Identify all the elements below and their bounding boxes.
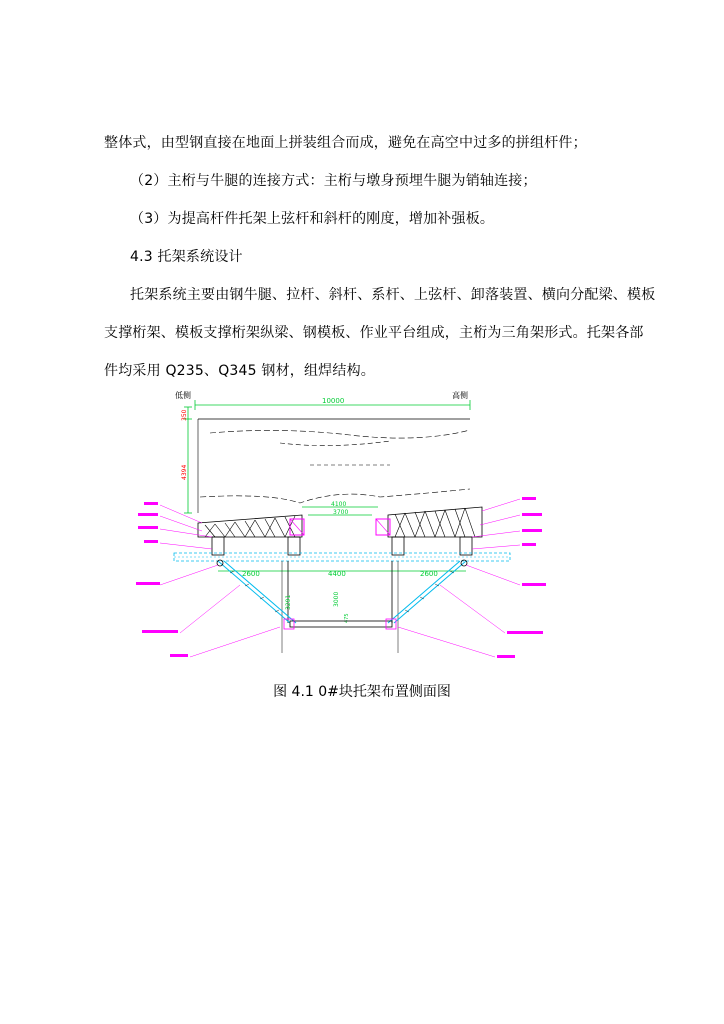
label-low-side: 低侧 <box>175 391 191 400</box>
dim-left-1: 350 <box>181 409 188 421</box>
paragraph-line: 件均采用 Q235、Q345 钢材，组焊结构。 <box>104 363 375 379</box>
label-high-side: 高侧 <box>452 391 468 400</box>
paragraph-reinforcement: （3）为提高杆件托架上弦杆和斜杆的刚度，增加补强板。 <box>130 211 495 227</box>
section-heading: 4.3 托架系统设计 <box>130 249 243 265</box>
paragraph-connection-method: （2）主桁与牛腿的连接方式：主桁与墩身预埋牛腿为销轴连接； <box>130 173 537 189</box>
dim-vert-mid: 3000 <box>333 591 340 607</box>
dim-vert-left: 3291 <box>285 594 292 610</box>
paragraph-line: 支撑桁架、模板支撑桁架纵梁、钢模板、作业平台组成，主桁为三角架形式。托架各部 <box>104 325 644 341</box>
dim-vert-small: 475 <box>344 613 350 623</box>
dim-center-1: 4100 <box>331 501 347 508</box>
dim-span-left: 2600 <box>242 570 260 578</box>
bracket-layout-drawing <box>130 385 590 665</box>
dim-span-mid: 4400 <box>328 570 346 578</box>
paragraph-line: 托架系统主要由钢牛腿、拉杆、斜杆、系杆、上弦杆、卸落装置、横向分配梁、模板 <box>130 287 656 303</box>
dim-center-2: 3700 <box>333 509 349 516</box>
paragraph-line: 整体式，由型钢直接在地面上拼装组合而成，避免在高空中过多的拼组杆件； <box>104 135 587 151</box>
dim-span-right: 2600 <box>420 570 438 578</box>
dim-top: 10000 <box>322 397 345 405</box>
figure-caption: 图 4.1 0#块托架布置侧面图 <box>273 684 451 700</box>
dim-left-2: 4394 <box>181 464 188 480</box>
